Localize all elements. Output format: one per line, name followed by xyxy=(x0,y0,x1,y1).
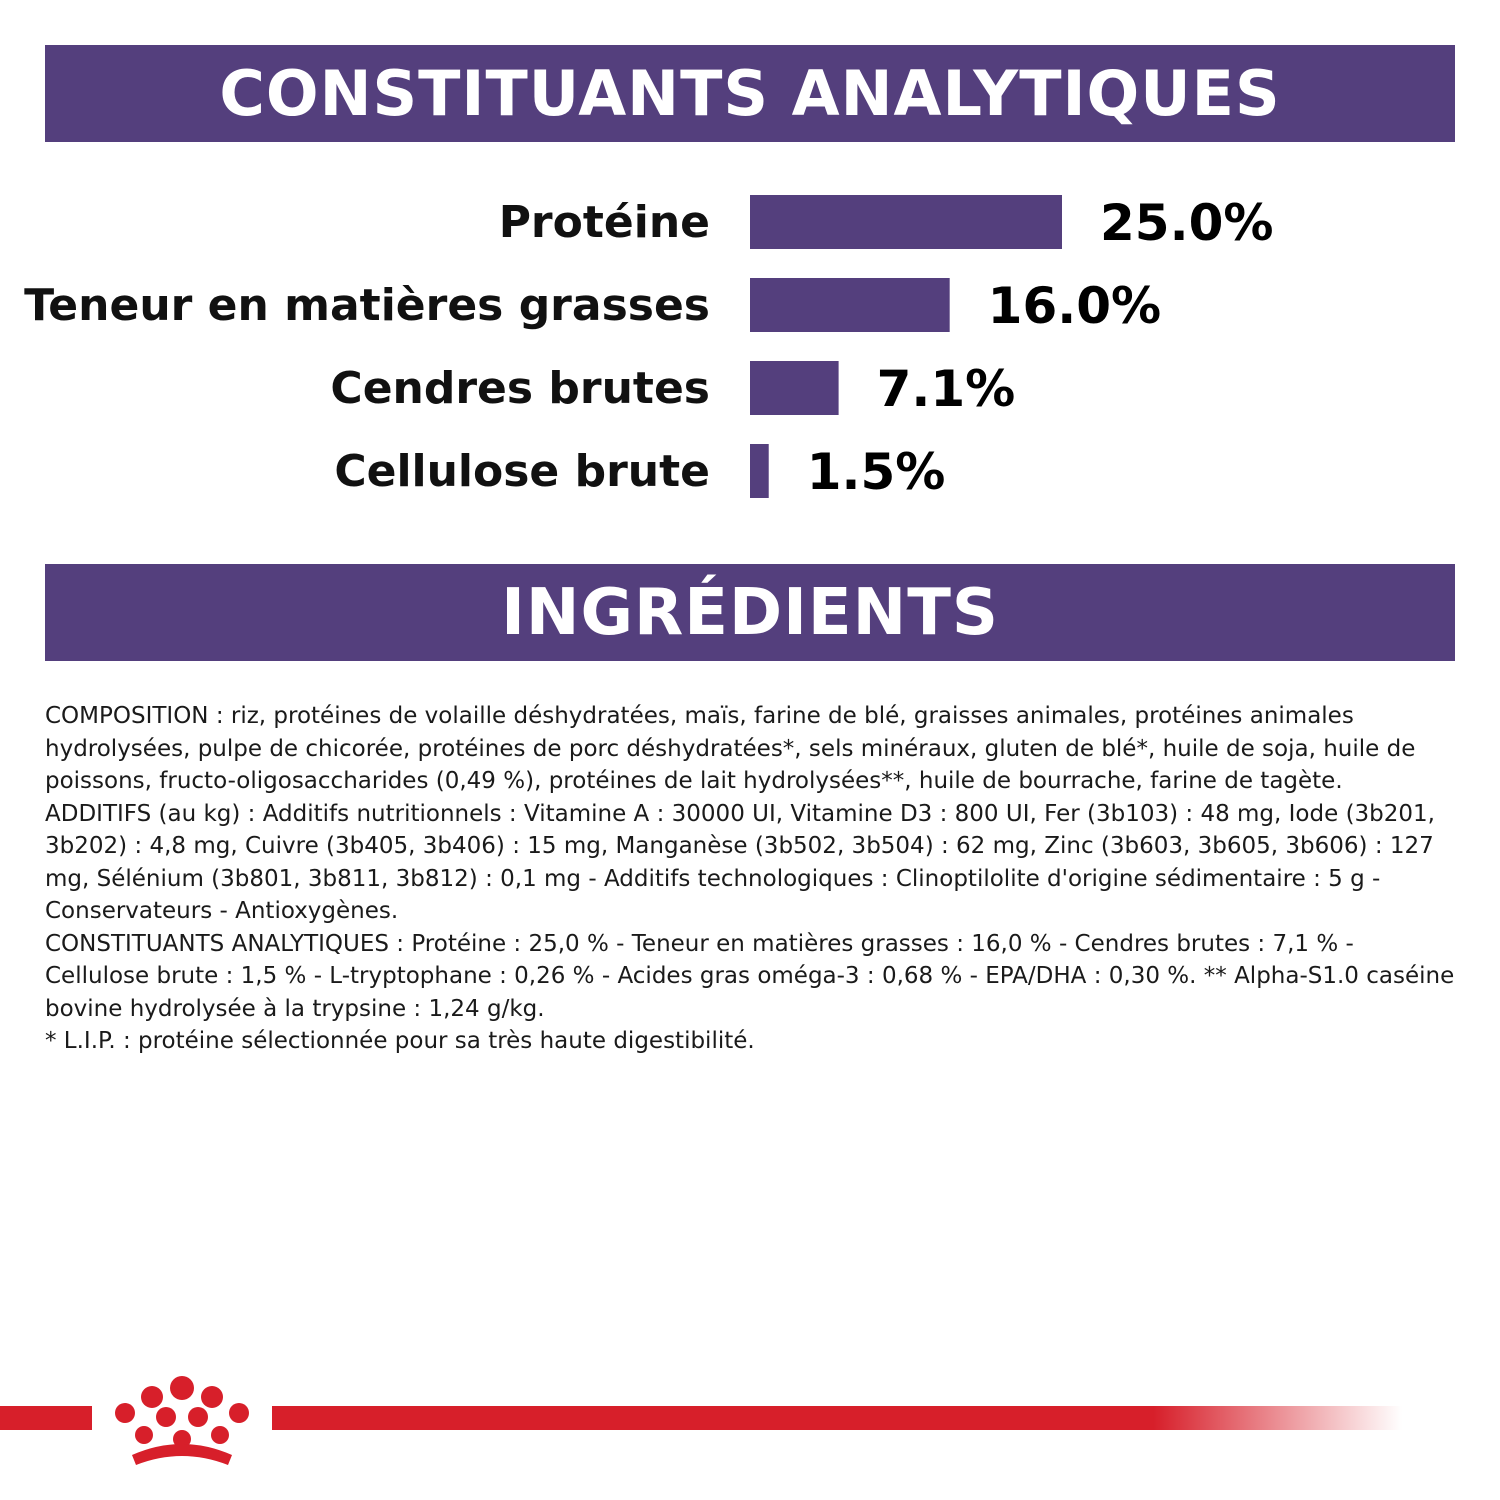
footer-red-line-left xyxy=(0,1406,92,1430)
bar xyxy=(750,278,950,332)
analytical-constituents-paragraph: CONSTITUANTS ANALYTIQUES : Protéine : 25,0 % - Teneur en matières grasses : 16,0 % - Cendres brutes : 7,1 % - Cellulose brute : 1,5 % - L-tryptophane : 0,26 % - Acides gras oméga-3 : 0,68 % - EPA/DHA : 0,30 %. ** Alpha-S1.0 caséine bovine hydrolysée à la trypsine : 1,24 g/kg. xyxy=(45,930,1455,1022)
value-label: 25.0% xyxy=(1100,194,1274,252)
ingredients-text xyxy=(45,700,1465,1058)
category-label: Cellulose brute xyxy=(334,446,710,497)
bar xyxy=(750,195,1062,249)
analytics-bar-chart xyxy=(0,180,1500,520)
category-label: Teneur en matières grasses xyxy=(24,280,710,331)
category-label: Cendres brutes xyxy=(330,363,710,414)
analytics-title: CONSTITUANTS ANALYTIQUES xyxy=(219,57,1281,130)
analytics-banner xyxy=(45,45,1455,142)
bar xyxy=(750,444,769,498)
bar xyxy=(750,361,839,415)
additives-paragraph: ADDITIFS (au kg) : Additifs nutritionnels : Vitamine A : 30000 UI, Vitamine D3 : 800 UI, Fer (3b103) : 48 mg, Iode (3b201, 3b202) : 4,8 mg, Cuivre (3b405, 3b406) : 15 mg, Manganèse (3b502, 3b504) : 62 mg, Zinc (3b603, 3b605, 3b606) : 127 mg, Sélénium (3b801, 3b811, 3b812) : 0,1 mg - Additifs technologiques : Clinoptilolite d'origine sédimentaire : 5 g - Conservateurs - Antioxygènes. xyxy=(45,800,1435,924)
value-label: 1.5% xyxy=(806,443,946,501)
ingredients-title: INGRÉDIENTS xyxy=(501,575,999,650)
ingredients-banner xyxy=(45,564,1455,661)
footer-red-line-right xyxy=(272,1406,1402,1430)
lip-footnote: * L.I.P. : protéine sélectionnée pour sa très haute digestibilité. xyxy=(45,1028,755,1054)
royal-canin-crown-icon xyxy=(102,1373,262,1473)
footer xyxy=(0,1365,1500,1475)
composition-paragraph: COMPOSITION : riz, protéines de volaille déshydratées, maïs, farine de blé, graisses animales, protéines animales hydrolysées, pulpe de chicorée, protéines de porc déshydratées*, sels minéraux, gluten de blé*, huile de soja, huile de poissons, fructo-oligosaccharides (0,49 %), protéines de lait hydrolysées**, huile de bourrache, farine de tagète. xyxy=(45,703,1416,794)
value-label: 7.1% xyxy=(876,360,1016,418)
category-label: Protéine xyxy=(498,197,710,248)
value-label: 16.0% xyxy=(987,277,1162,335)
